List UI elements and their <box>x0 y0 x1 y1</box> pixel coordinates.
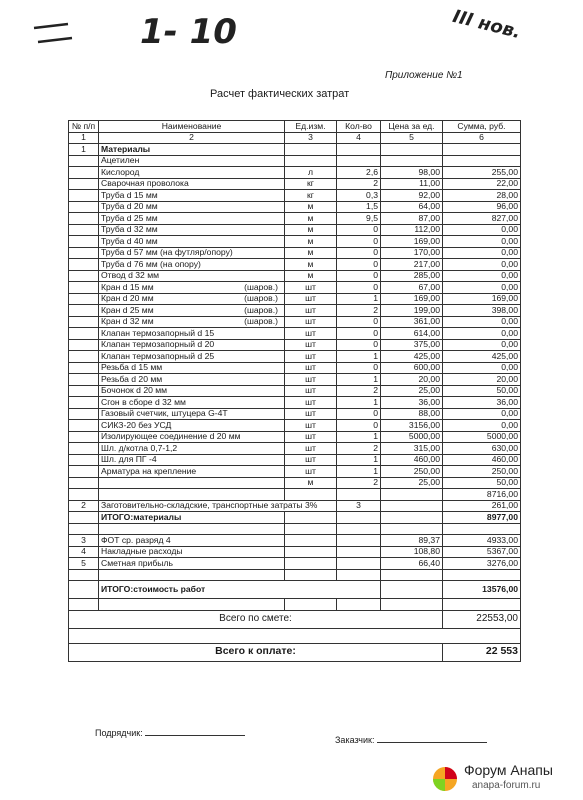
row-name-cell <box>99 431 285 443</box>
row-unit: шт <box>285 316 337 328</box>
header-number-row <box>69 132 521 144</box>
row-qty: 0 <box>337 339 381 351</box>
row-sum: 0,00 <box>443 362 521 374</box>
section-title: Материалы <box>99 144 285 156</box>
row-name: Отвод d 32 мм <box>101 270 160 280</box>
row-qty: 1 <box>337 397 381 409</box>
logo-url: anapa-forum.ru <box>472 780 541 791</box>
row-name: Сварочная проволока <box>101 178 189 188</box>
row-unit: шт <box>285 385 337 397</box>
material-row <box>69 477 521 489</box>
row-price: 217,00 <box>381 259 443 271</box>
material-row <box>69 178 521 190</box>
row-price: 199,00 <box>381 305 443 317</box>
row-sum: 0,00 <box>443 316 521 328</box>
header-cell: Цена за ед. <box>381 121 443 133</box>
material-row <box>69 397 521 409</box>
material-row <box>69 259 521 271</box>
row-qty: 2 <box>337 443 381 455</box>
row-price <box>381 155 443 167</box>
document-title: Расчет фактических затрат <box>210 88 350 100</box>
logo-icon <box>430 764 460 794</box>
row-name: Труба d 76 мм (на опору) <box>101 258 201 269</box>
itogo-works-row <box>69 581 521 599</box>
row-sum: 425,00 <box>443 351 521 363</box>
work-row: 5 Сметная прибыль 66,40 3276,00 <box>69 558 521 570</box>
row-unit: кг <box>285 178 337 190</box>
row-sum: 96,00 <box>443 201 521 213</box>
row-name-cell <box>99 155 285 167</box>
row-name-cell <box>99 316 285 328</box>
row-qty: 2 <box>337 477 381 489</box>
row-name: Кран d 20 мм <box>101 293 154 303</box>
row-price: 315,00 <box>381 443 443 455</box>
row-qty: 3 <box>337 500 381 512</box>
row-name-cell <box>99 339 285 351</box>
material-row <box>69 339 521 351</box>
header-number: 6 <box>443 132 521 144</box>
row-unit: шт <box>285 466 337 478</box>
row-unit: шт <box>285 454 337 466</box>
row-unit: шт <box>285 362 337 374</box>
row-name-cell <box>99 477 285 489</box>
row-sum: 50,00 <box>443 477 521 489</box>
row-qty: 0 <box>337 408 381 420</box>
material-row <box>69 155 521 167</box>
material-row <box>69 247 521 259</box>
total-smeta-row <box>69 610 521 628</box>
row-sum: 250,00 <box>443 466 521 478</box>
row-qty: 2 <box>337 305 381 317</box>
row-price: 425,00 <box>381 351 443 363</box>
row-note: (шаров.) <box>244 304 278 315</box>
row-number: 2 <box>69 500 99 512</box>
row-price: 112,00 <box>381 224 443 236</box>
row-qty: 0 <box>337 236 381 248</box>
row-name: Резьба d 20 мм <box>101 373 163 384</box>
row-name-cell <box>99 224 285 236</box>
row-qty: 1 <box>337 293 381 305</box>
signature-line <box>145 735 245 736</box>
row-sum: 630,00 <box>443 443 521 455</box>
row-name: Шл. д/котла 0,7-1,2 <box>101 442 178 453</box>
row-unit: м <box>285 236 337 248</box>
row-qty: 0 <box>337 328 381 340</box>
itogo-materials-label: ИТОГО:материалы <box>99 512 285 524</box>
material-row <box>69 190 521 202</box>
row-sum: 36,00 <box>443 397 521 409</box>
row-qty: 1 <box>337 374 381 386</box>
row-unit: кг <box>285 190 337 202</box>
row-number: 1 <box>69 144 99 156</box>
row-qty: 1 <box>337 466 381 478</box>
row-sum <box>443 155 521 167</box>
row-sum: 0,00 <box>443 224 521 236</box>
row-unit: шт <box>285 408 337 420</box>
row-qty: 9,5 <box>337 213 381 225</box>
row-unit: м <box>285 259 337 271</box>
row-name: Заготовительно-складские, транспортные затраты 3% <box>99 500 337 512</box>
itogo-works-sum: 13576,00 <box>443 581 521 599</box>
row-price: 20,00 <box>381 374 443 386</box>
row-sum: 460,00 <box>443 454 521 466</box>
header-cell: Наименование <box>99 121 285 133</box>
row-name: Клапан термозапорный d 25 <box>101 350 215 361</box>
row-name-cell <box>99 466 285 478</box>
row-name-cell <box>99 270 285 282</box>
row-note: (шаров.) <box>244 293 278 303</box>
row-name: Ацетилен <box>101 155 140 165</box>
material-row <box>69 270 521 282</box>
row-sum: 0,00 <box>443 328 521 340</box>
material-row <box>69 431 521 443</box>
row-unit: м <box>285 247 337 259</box>
row-unit: шт <box>285 305 337 317</box>
row-qty: 1 <box>337 351 381 363</box>
row-name: Арматура на крепление <box>101 465 197 476</box>
row-sum: 398,00 <box>443 305 521 317</box>
row-qty: 0 <box>337 224 381 236</box>
row-sum: 0,00 <box>443 408 521 420</box>
row-unit: шт <box>285 397 337 409</box>
row-name-cell <box>99 328 285 340</box>
row-sum: 0,00 <box>443 420 521 432</box>
row-qty: 1,5 <box>337 201 381 213</box>
row-name-cell <box>99 420 285 432</box>
row-qty: 2 <box>337 178 381 190</box>
row-price: 285,00 <box>381 270 443 282</box>
row-sum: 827,00 <box>443 213 521 225</box>
header-cell: № п/п <box>69 121 99 133</box>
row-name: Труба d 20 мм <box>101 201 158 211</box>
row-name-cell <box>99 259 285 271</box>
row-qty: 1 <box>337 454 381 466</box>
row-unit: шт <box>285 293 337 305</box>
row-name: Труба d 32 мм <box>101 224 158 234</box>
row-name: Кран d 15 мм <box>101 281 154 292</box>
row-price: 87,00 <box>381 213 443 225</box>
row-qty: 0 <box>337 247 381 259</box>
row-price: 361,00 <box>381 316 443 328</box>
cost-table <box>68 120 521 662</box>
material-row <box>69 385 521 397</box>
row-qty: 2 <box>337 385 381 397</box>
row-name-cell <box>99 408 285 420</box>
row-unit: шт <box>285 431 337 443</box>
row-name: Труба d 25 мм <box>101 212 158 223</box>
row-unit: м <box>285 224 337 236</box>
row-name-cell <box>99 385 285 397</box>
row-name: Труба d 57 мм (на футляр/опору) <box>101 247 233 257</box>
row-qty: 0 <box>337 270 381 282</box>
row-unit: м <box>285 477 337 489</box>
row-price: 170,00 <box>381 247 443 259</box>
row-qty: 2,6 <box>337 167 381 179</box>
total-pay-label: Всего к оплате: <box>69 643 443 661</box>
row-name: Кислород <box>101 166 140 177</box>
row-unit: шт <box>285 339 337 351</box>
logo-title: Форум Анапы <box>464 762 553 778</box>
row-price: 88,00 <box>381 408 443 420</box>
header-cell: Ед.изм. <box>285 121 337 133</box>
row-unit <box>285 155 337 167</box>
row-name: Шл. для ПГ -4 <box>101 454 157 464</box>
row-sum: 0,00 <box>443 236 521 248</box>
row-qty: 0 <box>337 282 381 294</box>
row-name: Труба d 15 мм <box>101 189 158 200</box>
row-price: 5000,00 <box>381 431 443 443</box>
row-name: Бочонок d 20 мм <box>101 385 168 395</box>
material-row <box>69 305 521 317</box>
row-name: Труба d 40 мм <box>101 235 158 246</box>
row-price: 36,00 <box>381 397 443 409</box>
row-unit: шт <box>285 282 337 294</box>
row-name-cell <box>99 374 285 386</box>
material-row <box>69 408 521 420</box>
material-row <box>69 236 521 248</box>
customer-label: Заказчик: <box>335 735 375 745</box>
row-price: 600,00 <box>381 362 443 374</box>
handwritten-page-number: 1- 10 <box>140 12 237 52</box>
row-sum: 28,00 <box>443 190 521 202</box>
row-name-cell <box>99 454 285 466</box>
header-cell: Кол-во <box>337 121 381 133</box>
row-name-cell <box>99 190 285 202</box>
row-qty: 0 <box>337 420 381 432</box>
row-name-cell <box>99 201 285 213</box>
row-name: Клапан термозапорный d 15 <box>101 327 215 338</box>
row-price: 64,00 <box>381 201 443 213</box>
forum-logo <box>430 762 580 796</box>
header-cell: Сумма, руб. <box>443 121 521 133</box>
row-name-cell <box>99 362 285 374</box>
row-sum: 20,00 <box>443 374 521 386</box>
row-sum: 261,00 <box>443 500 521 512</box>
material-row <box>69 454 521 466</box>
row-price: 169,00 <box>381 236 443 248</box>
row-price: 169,00 <box>381 293 443 305</box>
material-row <box>69 201 521 213</box>
header-number: 5 <box>381 132 443 144</box>
header-row <box>69 121 521 133</box>
header-number: 1 <box>69 132 99 144</box>
row-name-cell <box>99 167 285 179</box>
total-smeta-sum: 22553,00 <box>443 610 521 628</box>
material-row <box>69 282 521 294</box>
row-price: 11,00 <box>381 178 443 190</box>
row-qty <box>337 155 381 167</box>
row-name: Сгон в сборе d 32 мм <box>101 396 186 407</box>
row-unit: шт <box>285 420 337 432</box>
row-qty: 0 <box>337 362 381 374</box>
total-pay-sum: 22 553 <box>443 643 521 661</box>
itogo-works-label: ИТОГО:стоимость работ <box>99 581 381 599</box>
total-pay-row <box>69 643 521 661</box>
material-row <box>69 224 521 236</box>
material-row <box>69 213 521 225</box>
material-row <box>69 443 521 455</box>
material-row <box>69 466 521 478</box>
row-name-cell <box>99 236 285 248</box>
row-name-cell <box>99 305 285 317</box>
row-price: 92,00 <box>381 190 443 202</box>
row-qty: 0 <box>337 259 381 271</box>
row-sum: 5000,00 <box>443 431 521 443</box>
row-name: Кран d 32 мм <box>101 316 154 326</box>
row-unit: м <box>285 201 337 213</box>
row-name-cell <box>99 282 285 294</box>
row-price: 460,00 <box>381 454 443 466</box>
row-name-cell <box>99 247 285 259</box>
row-price: 614,00 <box>381 328 443 340</box>
row-name: Резьба d 15 мм <box>101 362 163 372</box>
row-sum: 0,00 <box>443 259 521 271</box>
row-name: Клапан термозапорный d 20 <box>101 339 215 349</box>
row-price: 250,00 <box>381 466 443 478</box>
section-row <box>69 144 521 156</box>
row-name-cell <box>99 178 285 190</box>
material-row <box>69 362 521 374</box>
row-sum: 255,00 <box>443 167 521 179</box>
row-unit: шт <box>285 443 337 455</box>
row-name: Изолирующее соединение d 20 мм <box>101 431 241 441</box>
row-qty: 0,3 <box>337 190 381 202</box>
row-qty: 0 <box>337 316 381 328</box>
material-row <box>69 293 521 305</box>
row-price: 67,00 <box>381 282 443 294</box>
row-unit: шт <box>285 351 337 363</box>
total-smeta-label: Всего по смете: <box>69 610 443 628</box>
customer-signature <box>335 735 487 745</box>
material-row <box>69 167 521 179</box>
header-number: 2 <box>99 132 285 144</box>
handwritten-note: III нов. <box>450 5 523 44</box>
row-sum: 0,00 <box>443 247 521 259</box>
row-price: 98,00 <box>381 167 443 179</box>
row-unit: шт <box>285 328 337 340</box>
row-name-cell <box>99 213 285 225</box>
row-note: (шаров.) <box>244 316 278 326</box>
contractor-signature <box>95 728 245 738</box>
row-price: 3156,00 <box>381 420 443 432</box>
itogo-materials-sum: 8977,00 <box>443 512 521 524</box>
subtotal-row <box>69 489 521 501</box>
row-sum: 50,00 <box>443 385 521 397</box>
header-number: 4 <box>337 132 381 144</box>
row-sum: 0,00 <box>443 339 521 351</box>
row-name: СИКЗ-20 без УСД <box>101 419 172 430</box>
row-name-cell <box>99 397 285 409</box>
row-name-cell <box>99 293 285 305</box>
handwritten-mark <box>30 18 75 48</box>
signature-line <box>377 742 487 743</box>
row-qty: 1 <box>337 431 381 443</box>
row-unit: м <box>285 213 337 225</box>
row-note: (шаров.) <box>244 281 278 292</box>
row-name: Газовый счетчик, штуцера G-4T <box>101 408 228 418</box>
row-price: 25,00 <box>381 477 443 489</box>
work-row: 3 ФОТ ср. разряд 4 89,37 4933,00 <box>69 535 521 547</box>
contractor-label: Подрядчик: <box>95 728 143 738</box>
row-name-cell <box>99 443 285 455</box>
material-row <box>69 420 521 432</box>
row-sum: 0,00 <box>443 282 521 294</box>
itogo-materials-row <box>69 512 521 524</box>
materials-subtotal: 8716,00 <box>443 489 521 501</box>
material-row <box>69 351 521 363</box>
transport-row <box>69 500 521 512</box>
material-row <box>69 374 521 386</box>
work-row: 4 Накладные расходы 108,80 5367,00 <box>69 546 521 558</box>
row-sum: 169,00 <box>443 293 521 305</box>
row-price: 375,00 <box>381 339 443 351</box>
row-unit: м <box>285 270 337 282</box>
header-number: 3 <box>285 132 337 144</box>
row-name-cell <box>99 351 285 363</box>
appendix-label: Приложение №1 <box>385 70 463 81</box>
row-price: 25,00 <box>381 385 443 397</box>
row-sum: 22,00 <box>443 178 521 190</box>
row-unit: шт <box>285 374 337 386</box>
row-unit: л <box>285 167 337 179</box>
row-name: Кран d 25 мм <box>101 304 154 315</box>
row-sum: 0,00 <box>443 270 521 282</box>
material-row <box>69 328 521 340</box>
material-row <box>69 316 521 328</box>
